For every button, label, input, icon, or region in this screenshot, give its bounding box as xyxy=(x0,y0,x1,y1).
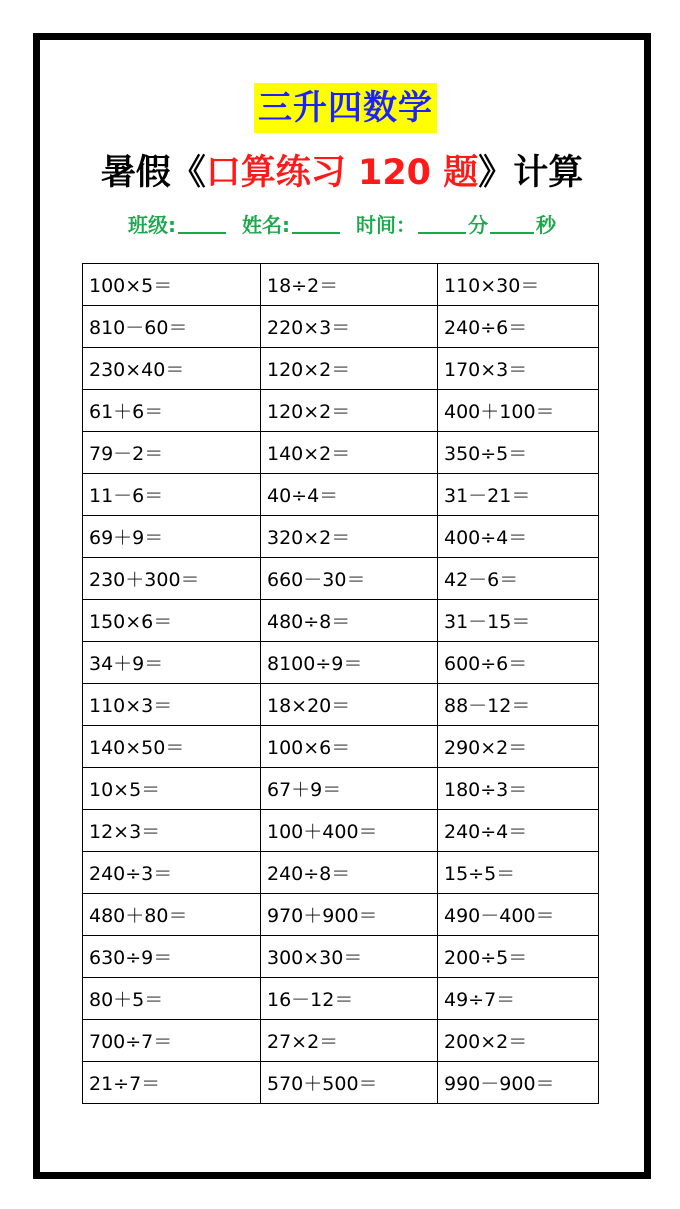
problem-cell: 40÷4＝ xyxy=(261,474,438,516)
table-row xyxy=(83,474,599,516)
title-highlight: 口算练习 120 题 xyxy=(205,153,479,193)
problem-cell: 8100÷9＝ xyxy=(261,642,438,684)
problem-cell: 300×30＝ xyxy=(261,936,438,978)
problem-cell: 230＋300＝ xyxy=(83,558,261,600)
problem-cell: 230×40＝ xyxy=(83,348,261,390)
problem-cell: 490－400＝ xyxy=(438,894,599,936)
problem-cell: 88－12＝ xyxy=(438,684,599,726)
problem-cell: 31－21＝ xyxy=(438,474,599,516)
minute-label: 分 xyxy=(468,213,488,237)
problem-cell: 12×3＝ xyxy=(83,810,261,852)
problem-cell: 700÷7＝ xyxy=(83,1020,261,1062)
seconds-blank[interactable] xyxy=(490,210,534,234)
problem-cell: 27×2＝ xyxy=(261,1020,438,1062)
problem-cell: 120×2＝ xyxy=(261,348,438,390)
problem-cell: 240÷4＝ xyxy=(438,810,599,852)
class-label: 班级: xyxy=(128,213,176,237)
table-row xyxy=(83,348,599,390)
name-blank[interactable] xyxy=(292,210,340,234)
problem-table xyxy=(82,263,599,1104)
problem-cell: 630÷9＝ xyxy=(83,936,261,978)
worksheet-frame xyxy=(33,33,651,1179)
table-row xyxy=(83,726,599,768)
table-row xyxy=(83,1020,599,1062)
table-row xyxy=(83,684,599,726)
problem-cell: 240÷3＝ xyxy=(83,852,261,894)
problem-cell: 110×3＝ xyxy=(83,684,261,726)
second-label: 秒 xyxy=(536,213,556,237)
problem-cell: 100＋400＝ xyxy=(261,810,438,852)
table-row xyxy=(83,810,599,852)
problem-cell: 31－15＝ xyxy=(438,600,599,642)
table-row xyxy=(83,600,599,642)
problem-cell: 480÷8＝ xyxy=(261,600,438,642)
table-row xyxy=(83,936,599,978)
table-row xyxy=(83,894,599,936)
problem-cell: 570＋500＝ xyxy=(261,1062,438,1104)
table-row xyxy=(83,516,599,558)
table-row xyxy=(83,978,599,1020)
problem-cell: 240÷6＝ xyxy=(438,306,599,348)
problem-cell: 660－30＝ xyxy=(261,558,438,600)
table-row xyxy=(83,558,599,600)
problem-cell: 80＋5＝ xyxy=(83,978,261,1020)
problem-cell: 49÷7＝ xyxy=(438,978,599,1020)
problem-cell: 69＋9＝ xyxy=(83,516,261,558)
problem-cell: 61＋6＝ xyxy=(83,390,261,432)
problem-cell: 42－6＝ xyxy=(438,558,599,600)
problem-cell: 220×3＝ xyxy=(261,306,438,348)
problem-cell: 140×50＝ xyxy=(83,726,261,768)
problem-cell: 16－12＝ xyxy=(261,978,438,1020)
problem-cell: 990－900＝ xyxy=(438,1062,599,1104)
title-prefix: 暑假《 xyxy=(100,153,206,193)
problem-cell: 290×2＝ xyxy=(438,726,599,768)
problem-cell: 67＋9＝ xyxy=(261,768,438,810)
worksheet-title xyxy=(40,148,644,198)
problem-cell: 10×5＝ xyxy=(83,768,261,810)
time-label: 时间： xyxy=(356,213,416,237)
name-label: 姓名: xyxy=(242,213,290,237)
problem-cell: 970＋900＝ xyxy=(261,894,438,936)
problem-cell: 150×6＝ xyxy=(83,600,261,642)
table-row xyxy=(83,1062,599,1104)
grade-label: 三升四数学 xyxy=(254,83,437,133)
problem-cell: 79－2＝ xyxy=(83,432,261,474)
class-blank[interactable] xyxy=(178,210,226,234)
problem-cell: 140×2＝ xyxy=(261,432,438,474)
problem-cell: 200÷5＝ xyxy=(438,936,599,978)
title-suffix: 》计算 xyxy=(478,153,584,193)
problem-cell: 11－6＝ xyxy=(83,474,261,516)
table-row xyxy=(83,642,599,684)
problem-cell: 810－60＝ xyxy=(83,306,261,348)
problem-cell: 170×3＝ xyxy=(438,348,599,390)
problem-cell: 600÷6＝ xyxy=(438,642,599,684)
problem-cell: 400÷4＝ xyxy=(438,516,599,558)
problem-cell: 320×2＝ xyxy=(261,516,438,558)
problem-cell: 200×2＝ xyxy=(438,1020,599,1062)
problem-cell: 240÷8＝ xyxy=(261,852,438,894)
problem-cell: 34＋9＝ xyxy=(83,642,261,684)
table-row xyxy=(83,432,599,474)
problem-cell: 21÷7＝ xyxy=(83,1062,261,1104)
problem-cell: 480＋80＝ xyxy=(83,894,261,936)
table-row xyxy=(83,264,599,306)
problem-cell: 350÷5＝ xyxy=(438,432,599,474)
problem-cell: 100×6＝ xyxy=(261,726,438,768)
minutes-blank[interactable] xyxy=(418,210,466,234)
student-info-line xyxy=(40,210,644,240)
problem-cell: 18×20＝ xyxy=(261,684,438,726)
table-row xyxy=(83,306,599,348)
problem-cell: 15÷5＝ xyxy=(438,852,599,894)
problem-cell: 400＋100＝ xyxy=(438,390,599,432)
problem-cell: 100×5＝ xyxy=(83,264,261,306)
table-row xyxy=(83,852,599,894)
table-row xyxy=(83,768,599,810)
problem-table-body xyxy=(83,264,599,1104)
problem-cell: 120×2＝ xyxy=(261,390,438,432)
problem-cell: 110×30＝ xyxy=(438,264,599,306)
problem-cell: 18÷2＝ xyxy=(261,264,438,306)
problem-cell: 180÷3＝ xyxy=(438,768,599,810)
table-row xyxy=(83,390,599,432)
